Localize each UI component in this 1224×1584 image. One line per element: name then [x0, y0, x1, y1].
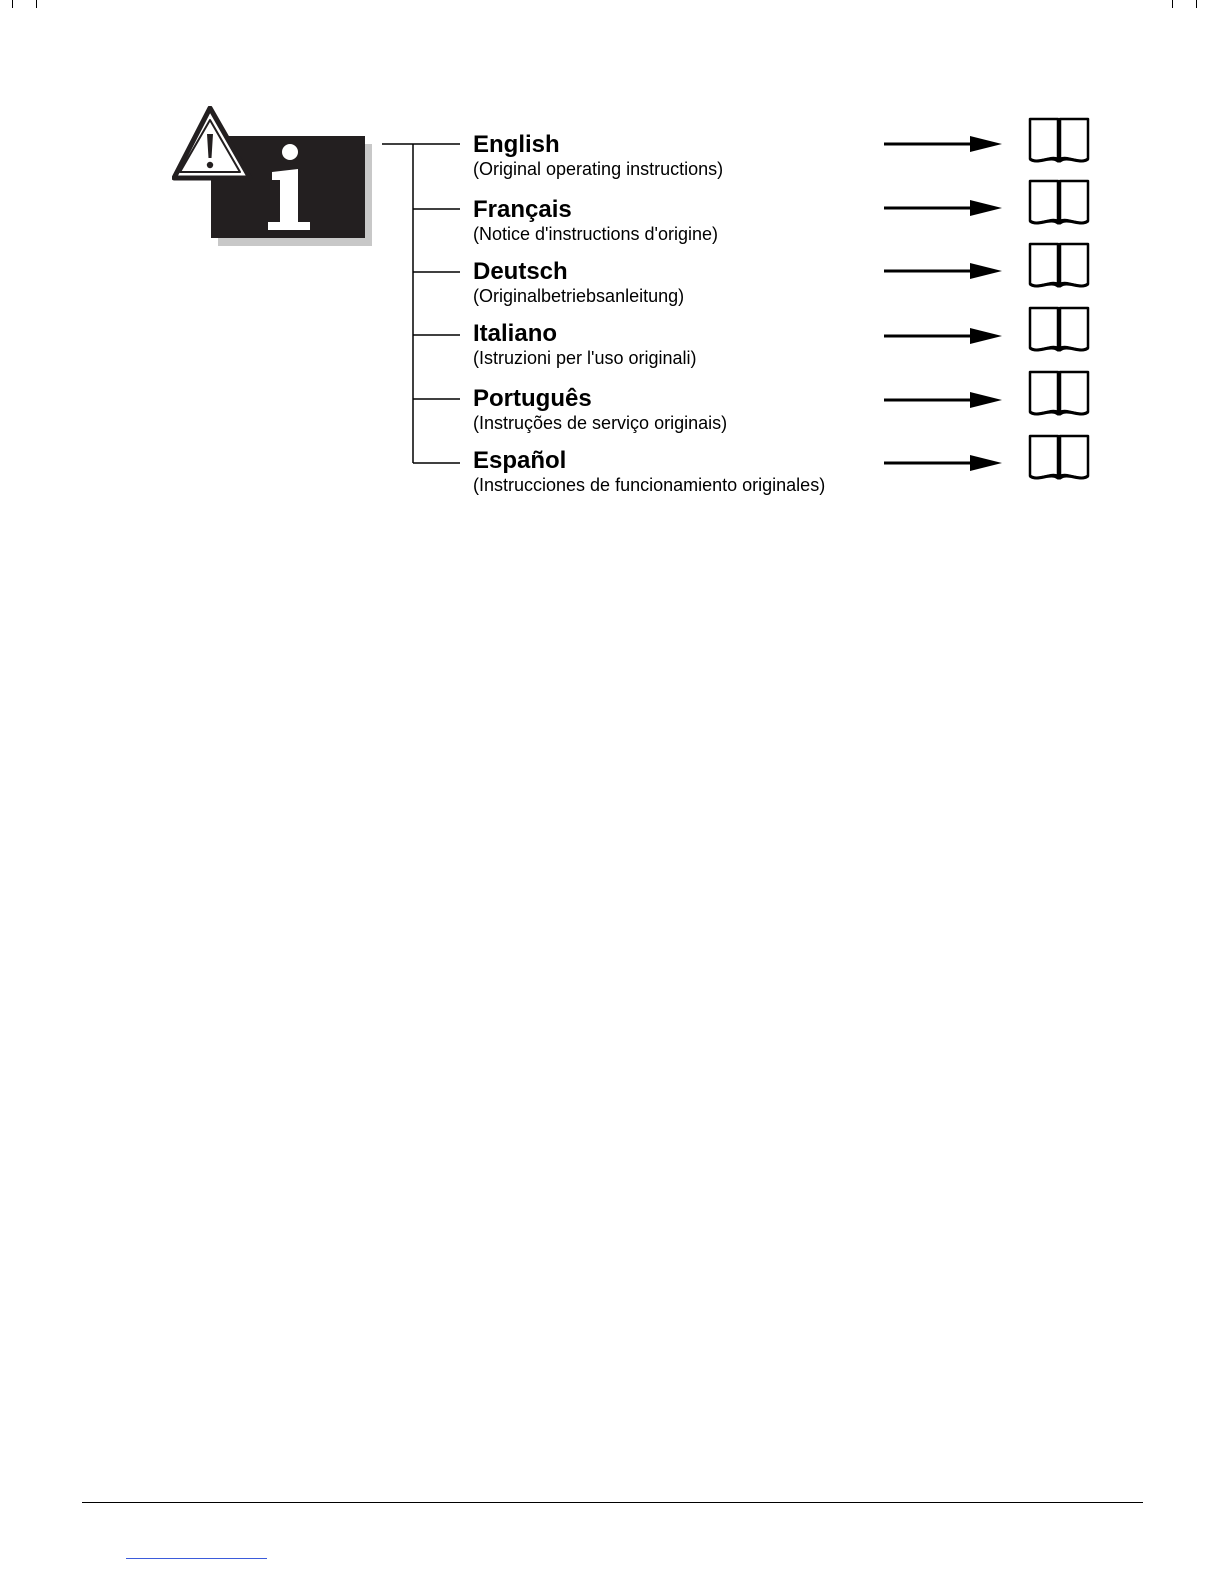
- language-entry-portugues: [473, 386, 893, 434]
- open-book-icon: [1026, 305, 1092, 359]
- open-book-icon: [1026, 178, 1092, 232]
- language-name: English: [473, 131, 560, 158]
- language-name: Français: [473, 196, 572, 223]
- language-subtitle: (Original operating instructions): [473, 159, 724, 179]
- arrow-right-icon: [884, 134, 1008, 154]
- language-name: Italiano: [473, 320, 558, 347]
- arrow-right-icon: [884, 261, 1008, 281]
- arrow-right-icon: [884, 198, 1008, 218]
- open-book-icon: [1026, 241, 1092, 295]
- warning-info-icon: [172, 106, 376, 250]
- language-subtitle: (Instrucciones de funcionamiento originales): [473, 475, 826, 495]
- crop-mark-right-cross: [1172, 0, 1173, 8]
- language-subtitle: (Instruções de serviço originais): [473, 413, 728, 433]
- language-name: Deutsch: [473, 258, 568, 285]
- language-subtitle: (Notice d'instructions d'origine): [473, 224, 718, 244]
- arrow-right-icon: [884, 453, 1008, 473]
- language-entry-italiano: [473, 321, 893, 369]
- open-book-icon: [1026, 433, 1092, 487]
- crop-mark-left: [12, 0, 13, 8]
- language-entry-english: [473, 132, 893, 180]
- language-subtitle: (Istruzioni per l'uso originali): [473, 348, 697, 368]
- arrow-right-icon: [884, 390, 1008, 410]
- language-name: Español: [473, 447, 567, 474]
- language-entry-francais: [473, 197, 893, 245]
- language-entry-deutsch: [473, 259, 893, 307]
- arrow-right-icon: [884, 326, 1008, 346]
- language-subtitle: (Originalbetriebsanleitung): [473, 286, 685, 306]
- crop-mark-right: [1196, 0, 1197, 8]
- footer-link-underline: [126, 1558, 267, 1559]
- open-book-icon: [1026, 116, 1092, 170]
- language-name: Português: [473, 385, 592, 412]
- open-book-icon: [1026, 369, 1092, 423]
- crop-mark-left-cross: [36, 0, 37, 8]
- footer-divider: [82, 1502, 1143, 1503]
- language-entry-espanol: [473, 448, 893, 496]
